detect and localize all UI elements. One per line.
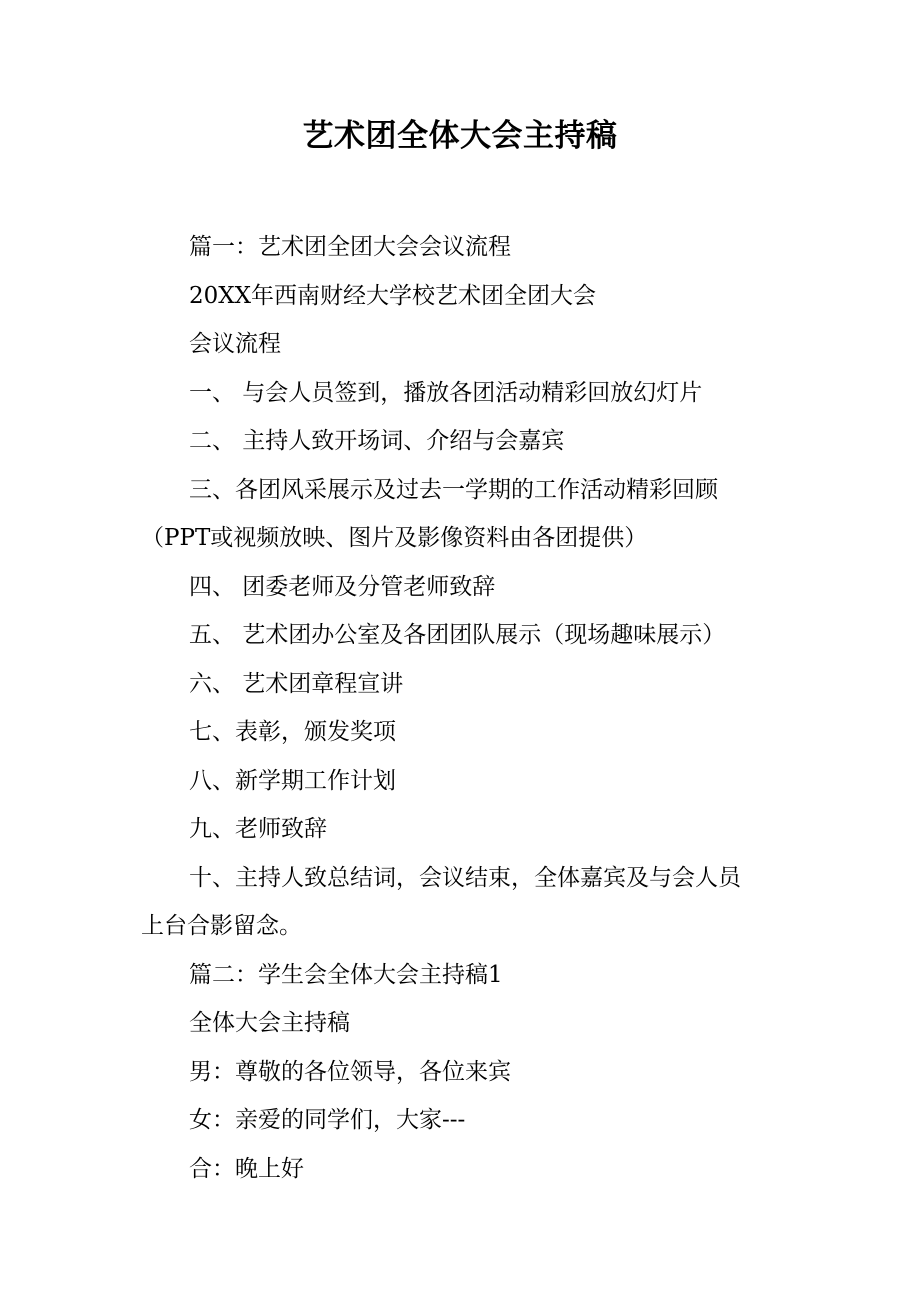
agenda-item-2: 二、 主持人致开场词、介绍与会嘉宾	[189, 428, 565, 454]
agenda-item-8: 八、新学期工作计划	[189, 767, 396, 794]
script-line-male: 男：尊敬的各位领导，各位来宾	[189, 1058, 511, 1085]
script-heading: 全体大会主持稿	[189, 1010, 350, 1036]
agenda-item-10-continued: 上台合影留念。	[141, 913, 302, 939]
agenda-item-4: 四、 团委老师及分管老师致辞	[189, 573, 496, 600]
agenda-item-5: 五、 艺术团办公室及各团团队展示（现场趣味展示）	[189, 622, 726, 648]
meeting-name: 20XX年西南财经大学校艺术团全团大会	[189, 282, 597, 309]
agenda-item-3: 三、各团风采展示及过去一学期的工作活动精彩回顾	[189, 476, 718, 503]
document-title: 艺术团全体大会主持稿	[302, 118, 618, 154]
agenda-item-1: 一、 与会人员签到，播放各团活动精彩回放幻灯片	[189, 379, 703, 406]
agenda-heading: 会议流程	[189, 331, 281, 357]
section-heading-2: 篇二：学生会全体大会主持稿1	[189, 961, 503, 988]
section-heading-1: 篇一：艺术团全团大会会议流程	[189, 234, 511, 260]
agenda-item-6: 六、 艺术团章程宣讲	[189, 670, 404, 697]
agenda-item-7: 七、表彰，颁发奖项	[189, 719, 396, 745]
agenda-item-9: 九、老师致辞	[189, 816, 327, 842]
agenda-item-3-continued: （PPT或视频放映、图片及影像资料由各团提供）	[141, 525, 648, 551]
document-body	[141, 223, 791, 1193]
agenda-item-10: 十、主持人致总结词，会议结束，全体嘉宾及与会人员	[189, 864, 741, 891]
script-line-together: 合：晚上好	[189, 1155, 304, 1182]
script-line-female: 女：亲爱的同学们，大家---	[189, 1107, 466, 1133]
